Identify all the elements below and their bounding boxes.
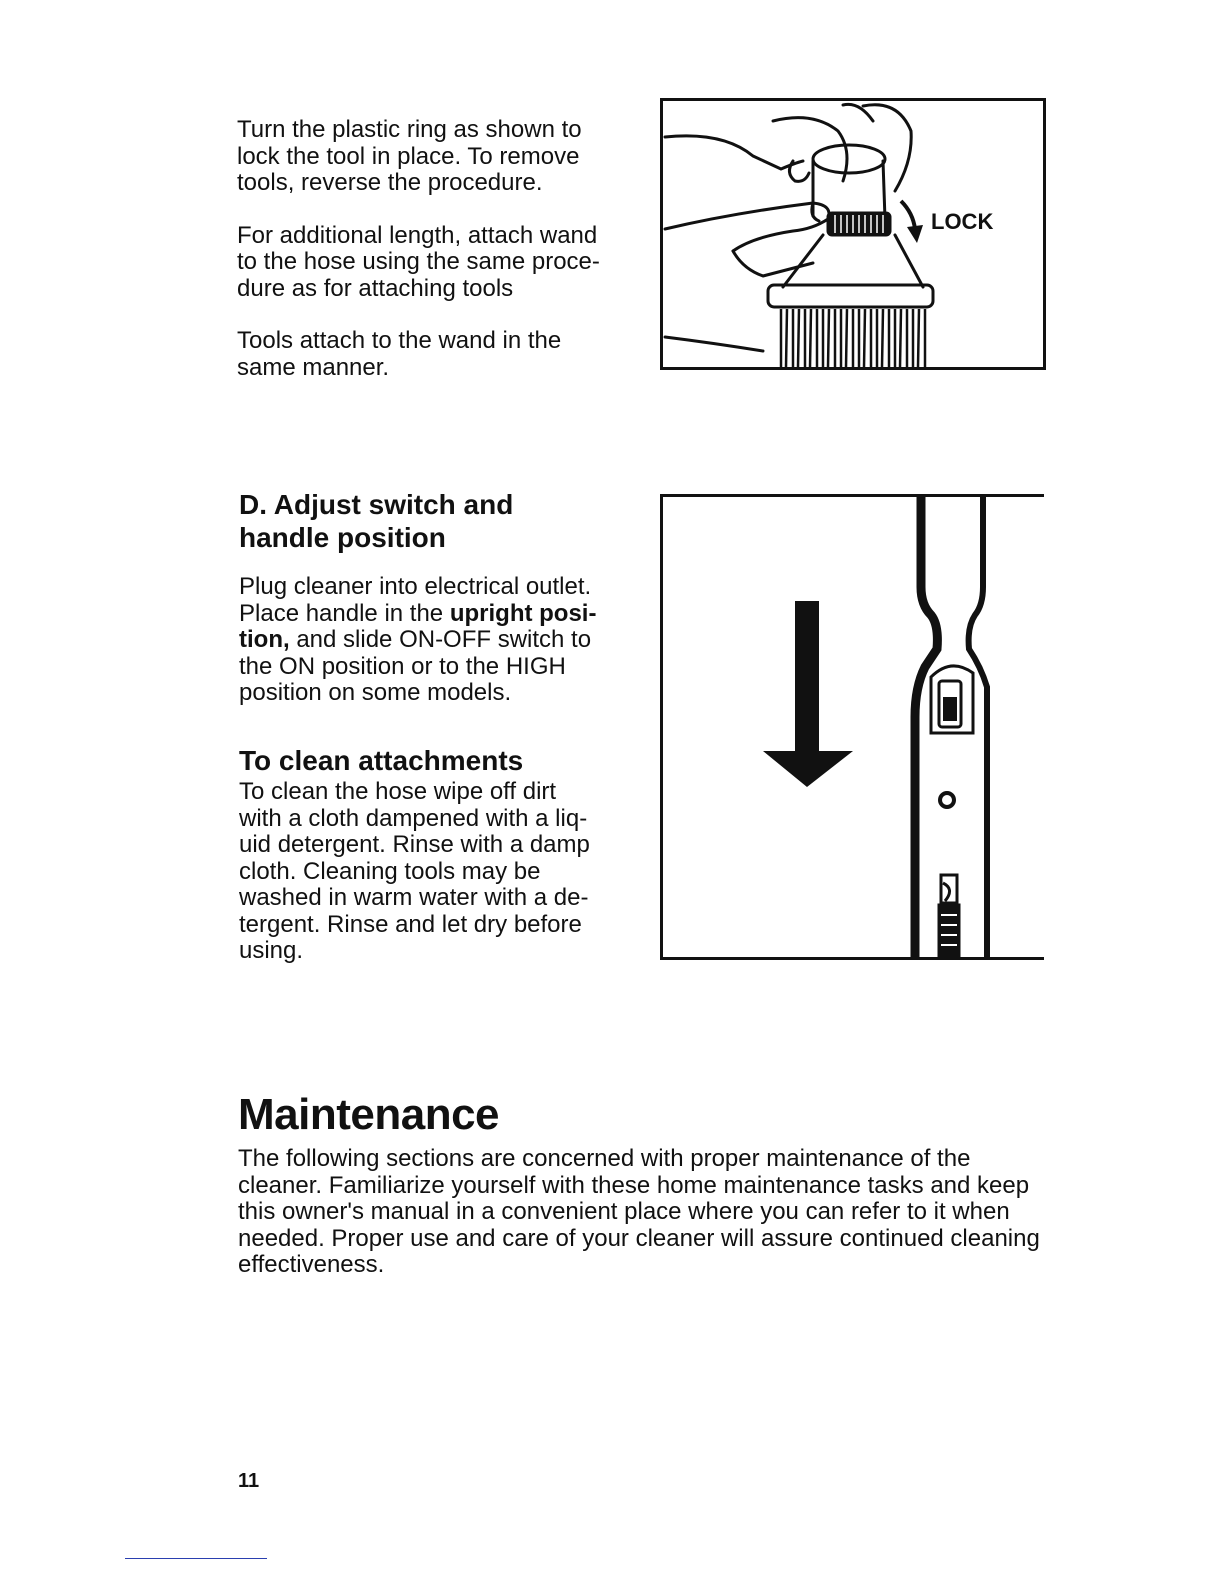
lock-arrow-icon: [901, 201, 923, 243]
clean-text: To clean the hose wipe off dirt with a cloth dampened with a liq- uid detergent. Rinse with a damp cloth. Cleaning tools may be washed in warm water with a de- tergent. Rinse and let dry before using.: [239, 778, 590, 964]
intro-paragraph-1: Turn the plastic ring as shown to lock the tool in place. To remove tools, reverse the procedure.: [237, 116, 582, 196]
screw-icon: [940, 793, 954, 807]
section-d-text-part-1: Plug cleaner into electrical outlet. Place handle in the: [239, 573, 592, 627]
section-d: [239, 488, 639, 707]
section-d-bold-text: upright posi- tion,: [239, 599, 597, 653]
footer-rule: [125, 1558, 267, 1559]
clean-section: [239, 744, 639, 965]
maintenance-text: The following sections are concerned with proper maintenance of the cleaner. Familiarize yourself with these home maintenance tasks and keep this owner's manual in a convenient place where you can refer to it when needed. Proper use and care of your cleaner will assure continued cleaning effectiveness.: [238, 1145, 1040, 1278]
section-d-text-part-2: and slide ON-OFF switch to the ON position or to the HIGH position on some models.: [239, 626, 592, 706]
intro-paragraph-2: For additional length, attach wand to the hose using the same proce- dure as for attaching tools: [237, 221, 600, 302]
section-d-heading: D. Adjust switch and handle position: [239, 489, 514, 553]
brush-bristles: [781, 309, 925, 367]
maintenance-heading: Maintenance: [238, 1090, 500, 1139]
section-d-text: [239, 574, 639, 707]
lock-tool-illustration: [660, 98, 1046, 370]
page-number: 11: [238, 1470, 260, 1492]
intro-paragraph-3: Tools attach to the wand in the same manner.: [237, 327, 562, 381]
lock-label: LOCK: [931, 209, 994, 234]
cord-plug-icon: [939, 875, 959, 960]
intro-text: [237, 117, 637, 381]
down-arrow-icon: [763, 601, 853, 787]
clean-heading: To clean attachments: [239, 745, 524, 776]
maintenance-section: [238, 1090, 1048, 1279]
handle-switch-illustration: [660, 494, 1044, 960]
on-off-switch-icon: [943, 697, 957, 721]
